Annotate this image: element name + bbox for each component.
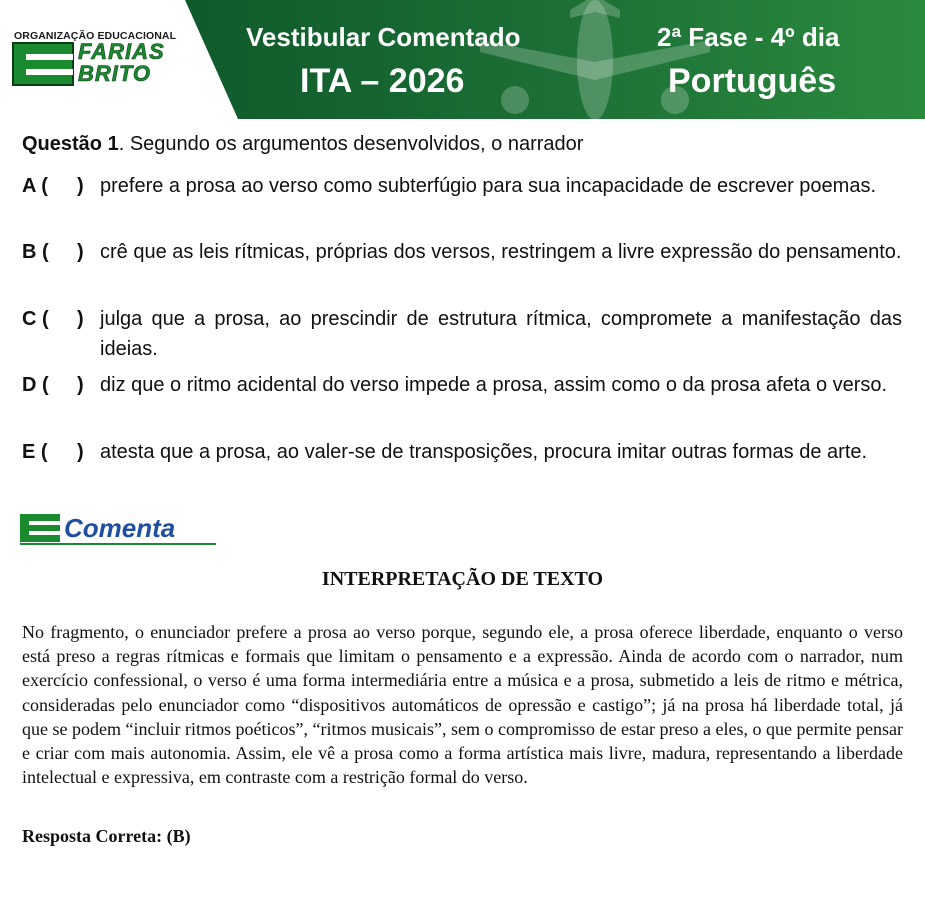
option-letter: A ( — [22, 175, 48, 197]
comenta-heading — [20, 512, 216, 546]
option-a — [22, 171, 902, 231]
header-exam: ITA – 2026 — [300, 62, 465, 100]
question-label: Questão 1 — [22, 133, 119, 155]
option-paren: ) — [77, 241, 84, 263]
option-text: prefere a prosa ao verso como subterfúgio para sua incapacidade de escrever poemas. — [100, 175, 877, 197]
option-paren: ) — [77, 441, 84, 463]
section-title: INTERPRETAÇÃO DE TEXTO — [321, 568, 604, 590]
option-text: diz que o ritmo acidental do verso impede a prosa, assim como o da prosa afeta o verso. — [100, 374, 888, 396]
page-header — [0, 0, 925, 119]
option-text: atesta que a prosa, ao valer-se de transposições, procura imitar outras formas de arte. — [100, 441, 868, 463]
comenta-underline — [20, 543, 216, 545]
logo-org-text: ORGANIZAÇÃO EDUCACIONAL — [14, 30, 177, 42]
header-subject: Português — [668, 62, 837, 100]
question-text: . Segundo os argumentos desenvolvidos, o narrador — [118, 133, 584, 155]
option-letter: E ( — [22, 441, 48, 463]
option-paren: ) — [77, 374, 84, 396]
logo-word-brito: BRITO — [78, 61, 152, 86]
header-title: Vestibular Comentado — [246, 22, 521, 52]
option-paren: ) — [77, 175, 84, 197]
header-phase: 2ª Fase - 4º dia — [657, 22, 840, 52]
option-c — [22, 304, 902, 364]
option-text: crê que as leis rítmicas, próprias dos versos, restringem a livre expressão do pensamento. — [100, 241, 902, 263]
option-letter: B ( — [22, 241, 49, 263]
option-d — [22, 370, 902, 430]
option-letter: D ( — [22, 374, 49, 396]
option-e — [22, 437, 902, 497]
farias-brito-logo — [12, 30, 212, 90]
fb-logo-mark — [12, 42, 74, 86]
option-text: julga que a prosa, ao prescindir de estrutura rítmica, compromete a manifestação das ideias. — [100, 308, 902, 360]
logo-word-farias: FARIAS — [78, 39, 165, 64]
comment-paragraph: No fragmento, o enunciador prefere a prosa ao verso porque, segundo ele, a prosa oferece liberdade, enquanto o verso está preso a regras rítmicas e formais que limitam o pensamento e a expressão. Ainda de acordo com o narrador, num exercício confessional, o verso é uma forma intermediária entre a música e a prosa, submetido a leis de ritmo e métrica, consideradas pelo enunciador como “dispositivos automáticos de opressão e castigo”; já na prosa há liberdade total, já que se podem “incluir ritmos poéticos”, “ritmos musicais”, sem o compromisso de estar preso a eles, o que permite pensar e criar com mais autonomia. Assim, ele vê a prosa como a forma artística mais livre, madura, representando a liberdade intelectual e expressiva, em contraste com a restrição formal do verso. — [22, 622, 903, 788]
comenta-label: Comenta — [64, 513, 176, 543]
airplane-icon — [470, 0, 720, 119]
question-stem — [22, 133, 583, 156]
option-paren: ) — [77, 308, 84, 330]
correct-answer: Resposta Correta: (B) — [22, 826, 191, 846]
option-b — [22, 237, 902, 297]
fb-logo-small-icon — [20, 514, 60, 542]
option-letter: C ( — [22, 308, 49, 330]
